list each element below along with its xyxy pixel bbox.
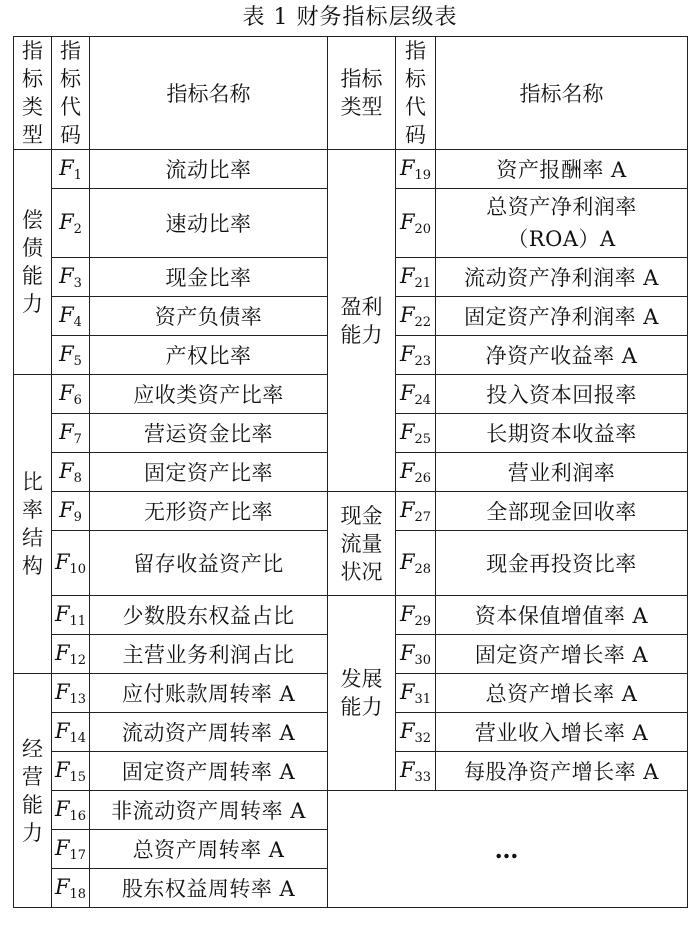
left-group-line: 结 xyxy=(22,526,43,550)
indicator-code-number: 1 xyxy=(73,167,82,183)
indicator-code-letter: F xyxy=(54,679,70,704)
right-indicator-code xyxy=(396,297,436,336)
left-group-line: 营 xyxy=(22,764,43,789)
left-indicator-name: 固定资产周转率 A xyxy=(90,752,328,791)
indicator-code-letter: F xyxy=(59,419,74,444)
right-indicator-code xyxy=(396,189,436,258)
left-indicator-name: 无形资产比率 xyxy=(90,492,328,531)
indicator-code-letter: F xyxy=(399,380,415,405)
right-indicator-code xyxy=(396,596,436,635)
left-indicator-name: 主营业务利润占比 xyxy=(90,635,328,674)
indicator-code-number: 30 xyxy=(414,652,432,668)
right-indicator-code xyxy=(396,453,436,492)
indicator-code-letter: F xyxy=(399,757,415,782)
indicator-code-letter: F xyxy=(54,601,70,626)
ellipsis-cell xyxy=(328,791,688,908)
left-indicator-code xyxy=(52,258,90,297)
left-indicator-name: 股东权益周转率 A xyxy=(90,869,328,908)
right-indicator-code xyxy=(396,492,436,531)
indicator-code-number: 17 xyxy=(69,847,87,863)
right-indicator-name: 现金再投资比率 xyxy=(436,531,688,596)
table-row xyxy=(14,150,688,189)
indicator-code-number: 7 xyxy=(73,431,82,447)
indicator-code-number: 24 xyxy=(414,392,432,408)
indicator-code-letter: F xyxy=(399,640,415,665)
indicator-code-number: 25 xyxy=(414,431,432,447)
indicator-code-number: 33 xyxy=(414,769,432,785)
right-indicator-name: 固定资产增长率 A xyxy=(436,635,688,674)
indicator-code-letter: F xyxy=(59,341,74,366)
right-indicator-code xyxy=(396,674,436,713)
indicator-code-number: 23 xyxy=(414,353,432,369)
left-group-line: 比 xyxy=(22,470,43,494)
indicator-code-letter: F xyxy=(59,497,74,522)
header-code-left: 指 标 代 码 xyxy=(52,37,90,150)
indicator-code-letter: F xyxy=(399,419,415,444)
left-indicator-name: 应收类资产比率 xyxy=(90,375,328,414)
left-indicator-code xyxy=(52,297,90,336)
indicator-code-letter: F xyxy=(399,341,415,366)
indicator-code-number: 29 xyxy=(414,613,432,629)
right-indicator-code xyxy=(396,336,436,375)
indicator-code-number: 4 xyxy=(73,314,82,330)
left-group-line: 率 xyxy=(22,498,43,522)
header-name-left: 指标名称 xyxy=(90,37,328,150)
indicator-code-number: 9 xyxy=(73,509,82,525)
table-row xyxy=(14,596,688,635)
indicator-code-letter: F xyxy=(399,497,415,522)
indicator-code-letter: F xyxy=(399,302,415,327)
indicator-code-number: 31 xyxy=(414,691,432,707)
right-indicator-name: 资产报酬率 A xyxy=(436,150,688,189)
right-group-line: 能力 xyxy=(340,322,383,347)
indicator-code-number: 14 xyxy=(69,730,87,746)
ellipsis-mark: … xyxy=(494,834,521,864)
left-indicator-name: 留存收益资产比 xyxy=(90,531,328,596)
indicator-code-number: 16 xyxy=(69,808,87,824)
left-group-line: 能 xyxy=(22,792,43,817)
indicator-code-number: 32 xyxy=(414,730,432,746)
left-indicator-code xyxy=(52,752,90,791)
indicator-code-number: 12 xyxy=(69,652,87,668)
indicator-code-letter: F xyxy=(59,302,74,327)
left-indicator-code xyxy=(52,869,90,908)
left-group-line: 偿 xyxy=(22,208,43,232)
indicator-code-letter: F xyxy=(399,549,415,574)
indicator-code-number: 6 xyxy=(73,392,82,408)
right-indicator-name-line: 总资产净利润率 xyxy=(486,195,637,219)
indicator-code-letter: F xyxy=(399,209,415,234)
indicator-code-number: 2 xyxy=(73,221,82,237)
table-title: 表 1 财务指标层级表 xyxy=(242,5,458,30)
indicator-code-letter: F xyxy=(54,757,70,782)
left-indicator-name: 非流动资产周转率 A xyxy=(90,791,328,830)
right-indicator-name: 固定资产净利润率 A xyxy=(436,297,688,336)
indicator-code-letter: F xyxy=(54,874,70,899)
indicator-code-letter: F xyxy=(399,458,415,483)
right-group-line: 能力 xyxy=(340,695,383,719)
right-group-1 xyxy=(328,492,396,596)
financial-indicator-table xyxy=(13,36,688,908)
right-indicator-name xyxy=(436,189,688,258)
table-row xyxy=(14,791,688,830)
left-indicator-name: 少数股东权益占比 xyxy=(90,596,328,635)
indicator-code-letter: F xyxy=(399,718,415,743)
right-group-0 xyxy=(328,150,396,492)
left-group-line: 力 xyxy=(22,820,43,845)
header-type-right: 指标 类型 xyxy=(328,37,396,150)
right-indicator-name: 全部现金回收率 xyxy=(436,492,688,531)
left-group-2 xyxy=(14,674,52,908)
indicator-code-letter: F xyxy=(54,718,70,743)
right-indicator-code xyxy=(396,414,436,453)
left-group-line: 构 xyxy=(22,554,43,578)
left-indicator-name: 营运资金比率 xyxy=(90,414,328,453)
left-indicator-code xyxy=(52,791,90,830)
indicator-code-number: 26 xyxy=(414,470,432,486)
right-indicator-name: 流动资产净利润率 A xyxy=(436,258,688,297)
indicator-code-number: 13 xyxy=(69,691,87,707)
left-indicator-name: 现金比率 xyxy=(90,258,328,297)
right-indicator-name: 资本保值增值率 A xyxy=(436,596,688,635)
left-group-line: 力 xyxy=(22,292,43,316)
left-indicator-code xyxy=(52,596,90,635)
header-type-left: 指 标 类 型 xyxy=(14,37,52,150)
indicator-code-number: 5 xyxy=(73,353,82,369)
indicator-code-number: 15 xyxy=(69,769,87,785)
left-indicator-name: 总资产周转率 A xyxy=(90,830,328,869)
indicator-code-letter: F xyxy=(59,458,74,483)
header-code-right: 指 标 代 码 xyxy=(396,37,436,150)
left-indicator-code xyxy=(52,635,90,674)
indicator-code-number: 18 xyxy=(69,886,87,902)
indicator-code-letter: F xyxy=(399,601,415,626)
left-indicator-code xyxy=(52,453,90,492)
right-indicator-code xyxy=(396,752,436,791)
indicator-code-letter: F xyxy=(399,263,415,288)
left-indicator-name: 速动比率 xyxy=(90,189,328,258)
left-group-line: 债 xyxy=(22,236,43,260)
right-indicator-code xyxy=(396,150,436,189)
indicator-code-number: 27 xyxy=(414,509,432,525)
right-indicator-name: 长期资本收益率 xyxy=(436,414,688,453)
indicator-code-number: 21 xyxy=(414,275,432,291)
right-indicator-name: 投入资本回报率 xyxy=(436,375,688,414)
left-indicator-code xyxy=(52,336,90,375)
indicator-code-letter: F xyxy=(54,796,70,821)
right-indicator-name: 营业利润率 xyxy=(436,453,688,492)
indicator-code-letter: F xyxy=(399,155,415,180)
right-indicator-code xyxy=(396,258,436,297)
left-indicator-name: 流动比率 xyxy=(90,150,328,189)
indicator-code-number: 20 xyxy=(414,221,432,237)
indicator-code-number: 28 xyxy=(414,561,432,577)
right-indicator-name: 营业收入增长率 A xyxy=(436,713,688,752)
indicator-code-letter: F xyxy=(54,835,70,860)
indicator-code-letter: F xyxy=(54,640,70,665)
header-row xyxy=(14,37,688,150)
right-group-2 xyxy=(328,596,396,791)
left-indicator-name: 应付账款周转率 A xyxy=(90,674,328,713)
left-indicator-name: 产权比率 xyxy=(90,336,328,375)
left-indicator-code xyxy=(52,492,90,531)
right-indicator-name: 每股净资产增长率 A xyxy=(436,752,688,791)
left-indicator-name: 固定资产比率 xyxy=(90,453,328,492)
indicator-code-letter: F xyxy=(59,155,74,180)
header-name-right: 指标名称 xyxy=(436,37,688,150)
indicator-code-number: 19 xyxy=(414,167,432,183)
left-indicator-code xyxy=(52,189,90,258)
left-indicator-code xyxy=(52,414,90,453)
right-group-line: 盈利 xyxy=(340,294,383,319)
indicator-code-number: 11 xyxy=(69,613,87,629)
right-group-line: 流量 xyxy=(340,531,383,556)
indicator-code-letter: F xyxy=(59,209,74,234)
right-group-line: 发展 xyxy=(340,667,383,691)
left-indicator-code xyxy=(52,531,90,596)
indicator-code-number: 8 xyxy=(73,470,82,486)
left-group-line: 能 xyxy=(22,264,43,288)
indicator-code-letter: F xyxy=(399,679,415,704)
right-indicator-code xyxy=(396,635,436,674)
indicator-code-number: 3 xyxy=(73,275,82,291)
right-indicator-code xyxy=(396,531,436,596)
indicator-code-letter: F xyxy=(59,380,74,405)
left-group-1 xyxy=(14,375,52,674)
indicator-code-letter: F xyxy=(59,263,74,288)
right-indicator-name-line: （ROA）A xyxy=(507,227,616,251)
right-indicator-code xyxy=(396,375,436,414)
left-indicator-code xyxy=(52,375,90,414)
left-indicator-name: 流动资产周转率 A xyxy=(90,713,328,752)
right-group-line: 现金 xyxy=(340,503,383,528)
right-group-line: 状况 xyxy=(340,559,383,584)
indicator-code-number: 10 xyxy=(69,561,87,577)
left-indicator-code xyxy=(52,674,90,713)
left-group-0 xyxy=(14,150,52,375)
left-group-line: 经 xyxy=(22,736,43,761)
table-row xyxy=(14,492,688,531)
left-indicator-name: 资产负债率 xyxy=(90,297,328,336)
left-indicator-code xyxy=(52,150,90,189)
right-indicator-name: 总资产增长率 A xyxy=(436,674,688,713)
left-indicator-code xyxy=(52,830,90,869)
right-indicator-code xyxy=(396,713,436,752)
left-indicator-code xyxy=(52,713,90,752)
indicator-code-number: 22 xyxy=(414,314,432,330)
indicator-code-letter: F xyxy=(54,549,70,574)
right-indicator-name: 净资产收益率 A xyxy=(436,336,688,375)
